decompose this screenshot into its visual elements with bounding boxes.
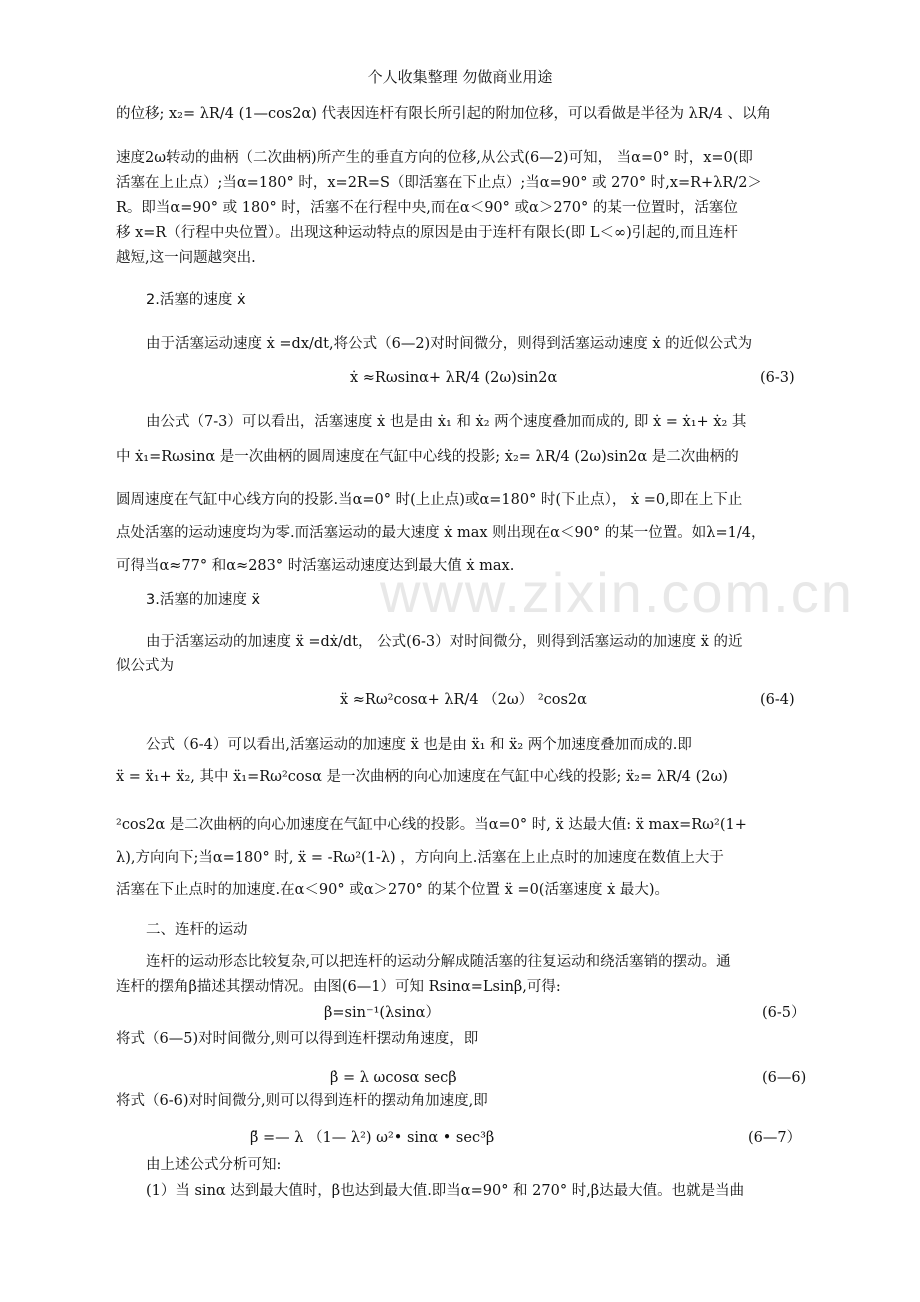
equation-number: (6-3) — [760, 370, 795, 386]
paragraph-line: (1）当 sinα 达到最大值时，β也达到最大值.即当α=90° 和 270° 时,β达最大值。也就是当曲 — [146, 1183, 745, 1199]
paragraph-line: 似公式为 — [116, 658, 174, 674]
section-title: 2.活塞的速度 ẋ — [146, 292, 246, 308]
section-title: 3.活塞的加速度 ẍ — [146, 592, 261, 608]
equation: β=sin⁻¹(λsinα） — [324, 1005, 440, 1021]
page-header: 个人收集整理 勿做商业用途 — [367, 68, 553, 86]
equation: β̇ = λ ωcosα secβ — [330, 1070, 457, 1086]
text-line: 越短,这一问题越突出. — [116, 250, 256, 266]
paragraph-line: 点处活塞的运动速度均为零.而活塞运动的最大速度 ẋ max 则出现在α＜90° 的某一位置。如λ=1/4， — [116, 525, 766, 541]
paragraph-line: λ),方向向下;当α=180° 时, ẍ = -Rω²(1-λ) ，方向向上.活塞在上止点时的加速度在数值上大于 — [116, 850, 724, 866]
text-line: 活塞在上止点）;当α=180° 时，x=2R=S（即活塞在下止点）;当α=90° 或 270° 时,x=R+λR/2＞ — [116, 175, 762, 191]
equation: ẍ ≈Rω²cosα+ λR/4 （2ω） ²cos2α — [340, 692, 587, 708]
paragraph-line: 连杆的摆角β描述其摆动情况。由图(6—1）可知 Rsinα=Lsinβ,可得: — [116, 979, 561, 995]
paragraph-line: 由于活塞运动的加速度 ẍ =dẋ/dt， 公式(6-3）对时间微分，则得到活塞运动的加速度 ẍ 的近 — [146, 634, 743, 650]
section-title: 二、连杆的运动 — [146, 922, 248, 938]
text-line: 的位移; x₂= λR/4 (1—cos2α) 代表因连杆有限长所引起的附加位移，可以看做是半径为 λR/4 、以角 — [116, 106, 771, 122]
paragraph-line: 可得当α≈77° 和α≈283° 时活塞运动速度达到最大值 ẋ max. — [116, 558, 515, 574]
paragraph-line: 连杆的运动形态比较复杂,可以把连杆的运动分解成随活塞的往复运动和绕活塞销的摆动。通 — [146, 954, 731, 970]
text-line: 移 x=R（行程中央位置）。出现这种运动特点的原因是由于连杆有限长(即 L＜∞)引起的,而且连杆 — [116, 225, 738, 241]
paragraph-line: 公式（6-4）可以看出,活塞运动的加速度 ẍ 也是由 ẍ₁ 和 ẍ₂ 两个加速度叠加而成的.即 — [146, 737, 692, 753]
equation: β̈ =— λ （1— λ²) ω²• sinα • sec³β — [250, 1130, 495, 1146]
paragraph-line: 由于活塞运动速度 ẋ =dx/dt,将公式（6—2)对时间微分，则得到活塞运动速度 ẋ 的近似公式为 — [146, 336, 753, 352]
paragraph-line: ẍ = ẍ₁+ ẍ₂, 其中 ẍ₁=Rω²cosα 是一次曲柄的向心加速度在气缸中心线的投影; ẍ₂= λR/4 (2ω) — [116, 769, 728, 785]
equation-number: (6—6) — [762, 1070, 807, 1086]
paragraph-line: 活塞在下止点时的加速度.在α＜90° 或α＞270° 的某个位置 ẍ =0(活塞速度 ẋ 最大)。 — [116, 882, 670, 898]
watermark: www.zixin.com.cn — [380, 561, 854, 624]
paragraph-line: 圆周速度在气缸中心线方向的投影.当α=0° 时(上止点)或α=180° 时(下止点）， ẋ =0,即在上下止 — [116, 492, 743, 508]
paragraph-line: 将式（6-6)对时间微分,则可以得到连杆的摆动角加速度,即 — [116, 1093, 488, 1109]
paragraph-line: 由公式（7-3）可以看出，活塞速度 ẋ 也是由 ẋ₁ 和 ẋ₂ 两个速度叠加而成的, 即 ẋ = ẋ₁+ ẋ₂ 其 — [146, 414, 747, 430]
equation: ẋ ≈Rωsinα+ λR/4 (2ω)sin2α — [350, 370, 558, 386]
paragraph-line: 将式（6—5)对时间微分,则可以得到连杆摆动角速度，即 — [116, 1031, 479, 1047]
paragraph-line: ²cos2α 是二次曲柄的向心加速度在气缸中心线的投影。当α=0° 时, ẍ 达最大值: ẍ max=Rω²(1+ — [116, 817, 747, 833]
equation-number: (6-5） — [762, 1005, 806, 1021]
text-line: 速度2ω转动的曲柄（二次曲柄)所产生的垂直方向的位移,从公式(6—2)可知， 当α=0° 时，x=0(即 — [116, 150, 753, 166]
paragraph-line: 由上述公式分析可知: — [146, 1157, 282, 1173]
equation-number: (6-4) — [760, 692, 795, 708]
paragraph-line: 中 ẋ₁=Rωsinα 是一次曲柄的圆周速度在气缸中心线的投影; ẋ₂= λR/4 (2ω)sin2α 是二次曲柄的 — [116, 449, 739, 465]
equation-number: (6—7） — [748, 1130, 802, 1146]
text-line: R。即当α=90° 或 180° 时，活塞不在行程中央,而在α＜90° 或α＞270° 的某一位置时，活塞位 — [116, 200, 738, 216]
